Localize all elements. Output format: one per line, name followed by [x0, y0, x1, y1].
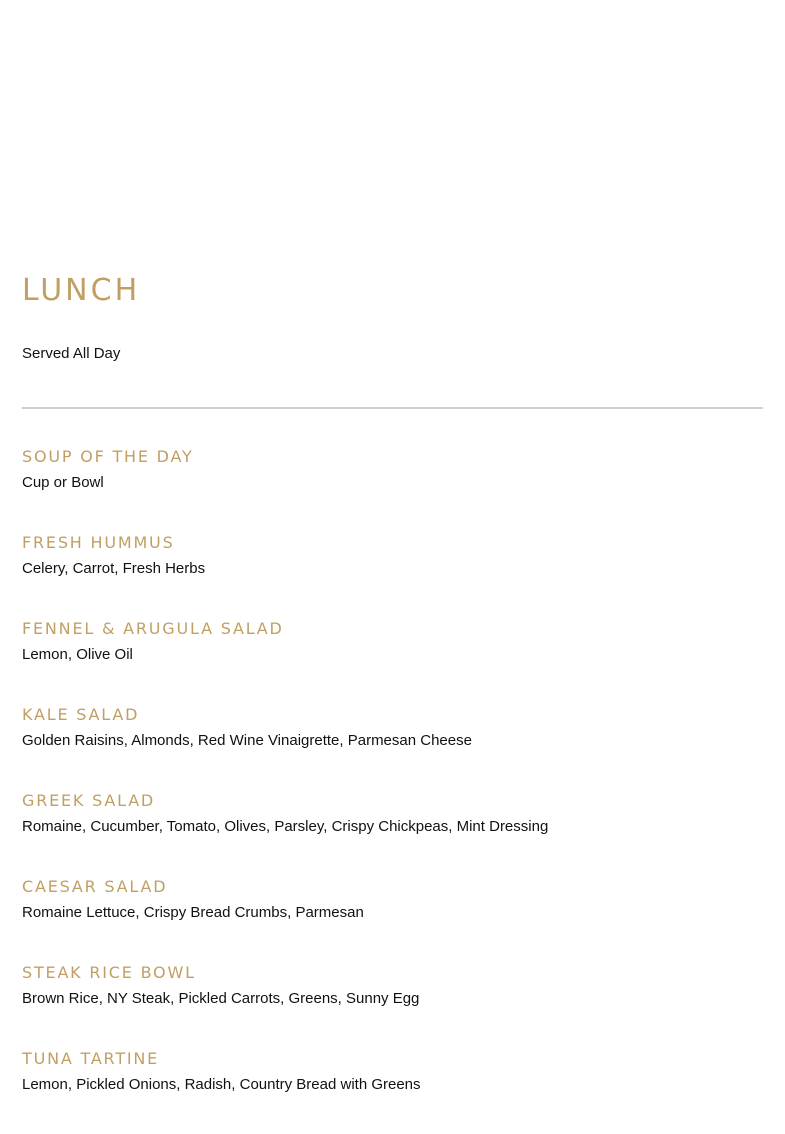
menu-item-description: Cup or Bowl — [22, 474, 104, 491]
menu-item-name: TUNA TARTINE — [22, 1049, 160, 1068]
menu-item — [22, 790, 763, 876]
menu-item — [22, 1048, 763, 1134]
menu-item-name: KALE SALAD — [22, 705, 140, 724]
menu-item-name: CAESAR SALAD — [22, 877, 168, 896]
menu-item — [22, 618, 763, 704]
menu-item — [22, 704, 763, 790]
menu-list — [22, 446, 763, 1134]
menu-item-name: STEAK RICE BOWL — [22, 963, 196, 982]
section-title: LUNCH — [22, 273, 141, 308]
menu-item-description: Lemon, Olive Oil — [22, 646, 133, 663]
menu-item — [22, 532, 763, 618]
menu-item-description: Lemon, Pickled Onions, Radish, Country Bread with Greens — [22, 1076, 421, 1093]
menu-item-name: GREEK SALAD — [22, 791, 156, 810]
menu-item-name: FENNEL & ARUGULA SALAD — [22, 619, 284, 638]
menu-item-description: Romaine Lettuce, Crispy Bread Crumbs, Parmesan — [22, 904, 364, 921]
menu-item — [22, 446, 763, 532]
section-divider — [22, 407, 763, 409]
menu-item-description: Romaine, Cucumber, Tomato, Olives, Parsley, Crispy Chickpeas, Mint Dressing — [22, 818, 549, 835]
menu-item-description: Celery, Carrot, Fresh Herbs — [22, 560, 206, 577]
menu-item-name: FRESH HUMMUS — [22, 533, 175, 552]
menu-item — [22, 962, 763, 1048]
section-subtitle: Served All Day — [22, 345, 121, 362]
menu-item — [22, 876, 763, 962]
menu-item-description: Brown Rice, NY Steak, Pickled Carrots, Greens, Sunny Egg — [22, 990, 420, 1007]
menu-item-name: SOUP OF THE DAY — [22, 447, 194, 466]
menu-item-description: Golden Raisins, Almonds, Red Wine Vinaigrette, Parmesan Cheese — [22, 732, 472, 749]
